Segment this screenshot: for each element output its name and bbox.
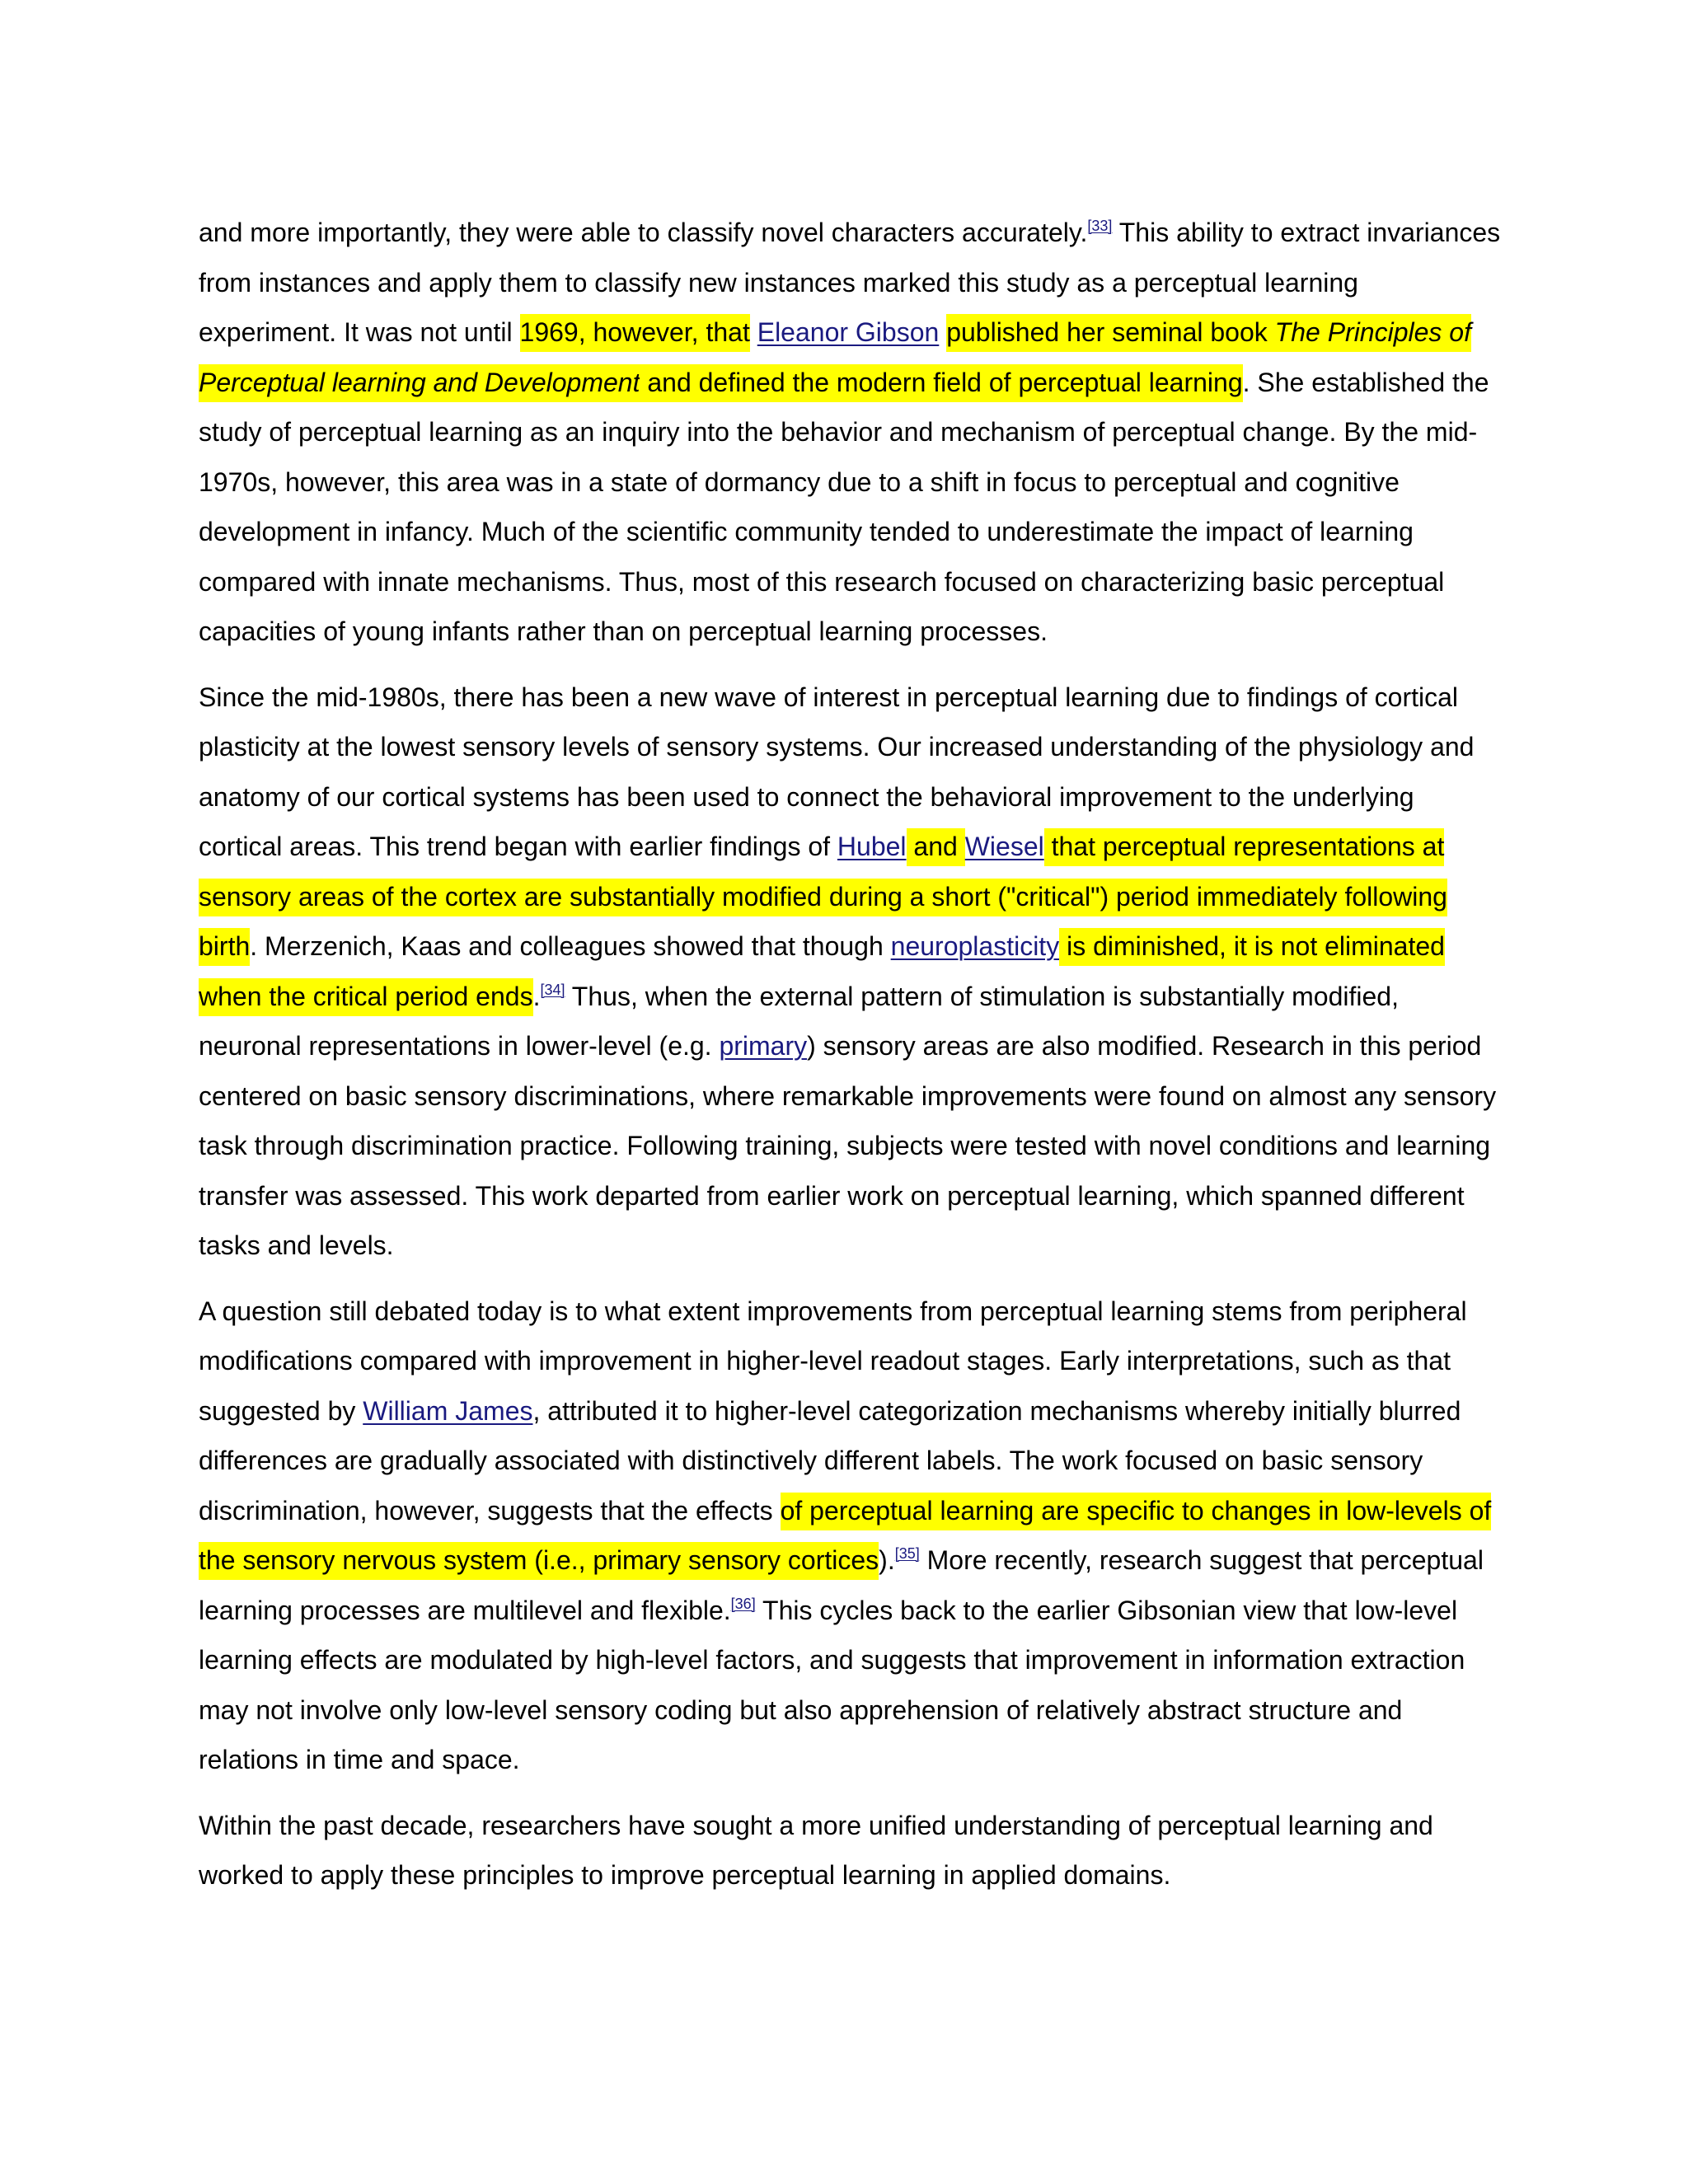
text-run: of perceptual learning are specific to changes in low-levels of the sensory nervous system (i.e., primary sensory cortices (199, 1495, 1492, 1575)
text-run: and (906, 832, 965, 861)
text-run: that perceptual representations at sensory areas of the cortex are substantially modified during a short ("critical") period immediately following birth (199, 832, 1447, 961)
paragraph (199, 1286, 1501, 1785)
text-run: and defined the modern field of perceptual learning (640, 367, 1243, 397)
text-run: Within the past decade, researchers have sought a more unified understanding of perceptual learning and worked to apply these principles to improve perceptual learning in applied domains. (199, 1810, 1433, 1890)
citation-link[interactable]: [35] (894, 1545, 920, 1562)
paragraph (199, 208, 1501, 657)
text-run: . She established the study of perceptual learning as an inquiry into the behavior and mechanism of perceptual change. By the mid-1970s, however, this area was in a state of dormancy due to a shift in focus to perceptual and cognitive development in infancy. Much of the scientific community tended to underestimate the impact of learning compared with innate mechanisms. Thus, most of this research focused on characterizing basic perceptual capacities of young infants rather than on perceptual learning processes. (199, 367, 1489, 646)
citation-sup (540, 982, 565, 998)
text-run: . Merzenich, Kaas and colleagues showed that though (250, 931, 891, 961)
citation-link[interactable]: [36] (730, 1595, 756, 1612)
citation-sup (731, 1596, 756, 1612)
highlighted-text (946, 314, 1274, 352)
citation-link[interactable]: [34] (540, 981, 565, 998)
text-run: Since the mid-1980s, there has been a new wave of interest in perceptual learning due to findings of cortical plasticity at the lowest sensory levels of sensory systems. Our increased understanding of the physiology and anatomy of our cortical systems has been used to connect the behavioral improvement to the underlying cortical areas. This trend began with earlier findings of (199, 682, 1475, 861)
text-run (750, 317, 757, 347)
text-run: 1969, however, that (519, 317, 750, 347)
citation-sup (895, 1545, 920, 1562)
article-body (199, 208, 1501, 1916)
citation-link[interactable]: [33] (1087, 218, 1113, 234)
text-run: ) sensory areas are also modified. Research in this period centered on basic sensory discriminations, where remarkable improvements were found on almost any sensory task through discrimination practice. Following training, subjects were tested with novel conditions and learning transfer was assessed. This work departed from earlier work on perceptual learning, which spanned different tasks and levels. (199, 1031, 1497, 1260)
paragraph (199, 673, 1501, 1271)
article-link[interactable]: Wiesel (964, 832, 1044, 861)
text-run: . (532, 981, 541, 1011)
text-run: More recently, research suggest that perceptual learning processes are multilevel and flexible. (199, 1545, 1484, 1625)
text-run: The Principles of Perceptual learning and Development (199, 317, 1471, 397)
text-run: is diminished, it is not eliminated when the critical period ends (199, 931, 1445, 1011)
text-run: and more importantly, they were able to classify novel characters accurately. (199, 218, 1088, 247)
text-run (939, 317, 946, 347)
citation-sup (1087, 218, 1112, 234)
text-run: Thus, when the external pattern of stimulation is substantially modified, neuronal representations in lower-level (e.g. (199, 981, 1399, 1061)
highlighted-text (907, 828, 965, 866)
text-run: published her seminal book (946, 317, 1275, 347)
text-run: This ability to extract invariances from instances and apply them to classify new instances marked this study as a perceptual learning experiment. It was not until (199, 218, 1501, 347)
highlighted-text (520, 314, 750, 352)
text-run: A question still debated today is to what extent improvements from perceptual learning stems from peripheral modifications compared with improvement in higher-level readout stages. Early interpretations, such as that suggested by (199, 1296, 1467, 1426)
text-run: , attributed it to higher-level categorization mechanisms whereby initially blurred differences are gradually associated with distinctively different labels. The work focused on basic sensory discrimination, however, suggests that the effects (199, 1395, 1461, 1526)
text-run: This cycles back to the earlier Gibsonian view that low-level learning effects are modulated by high-level factors, and suggests that improvement in information extraction may not involve only low-level sensory coding but also apprehension of relatively abstract structure and relations in time and space. (199, 1595, 1465, 1774)
article-link[interactable]: neuroplasticity (890, 931, 1060, 961)
article-link[interactable]: William James (363, 1395, 533, 1426)
article-link[interactable]: Eleanor Gibson (757, 317, 940, 347)
text-run: ). (879, 1545, 895, 1575)
paragraph (199, 1801, 1501, 1900)
article-link[interactable]: primary (719, 1031, 808, 1061)
highlighted-text (640, 364, 1242, 402)
article-link[interactable]: Hubel (837, 832, 907, 861)
